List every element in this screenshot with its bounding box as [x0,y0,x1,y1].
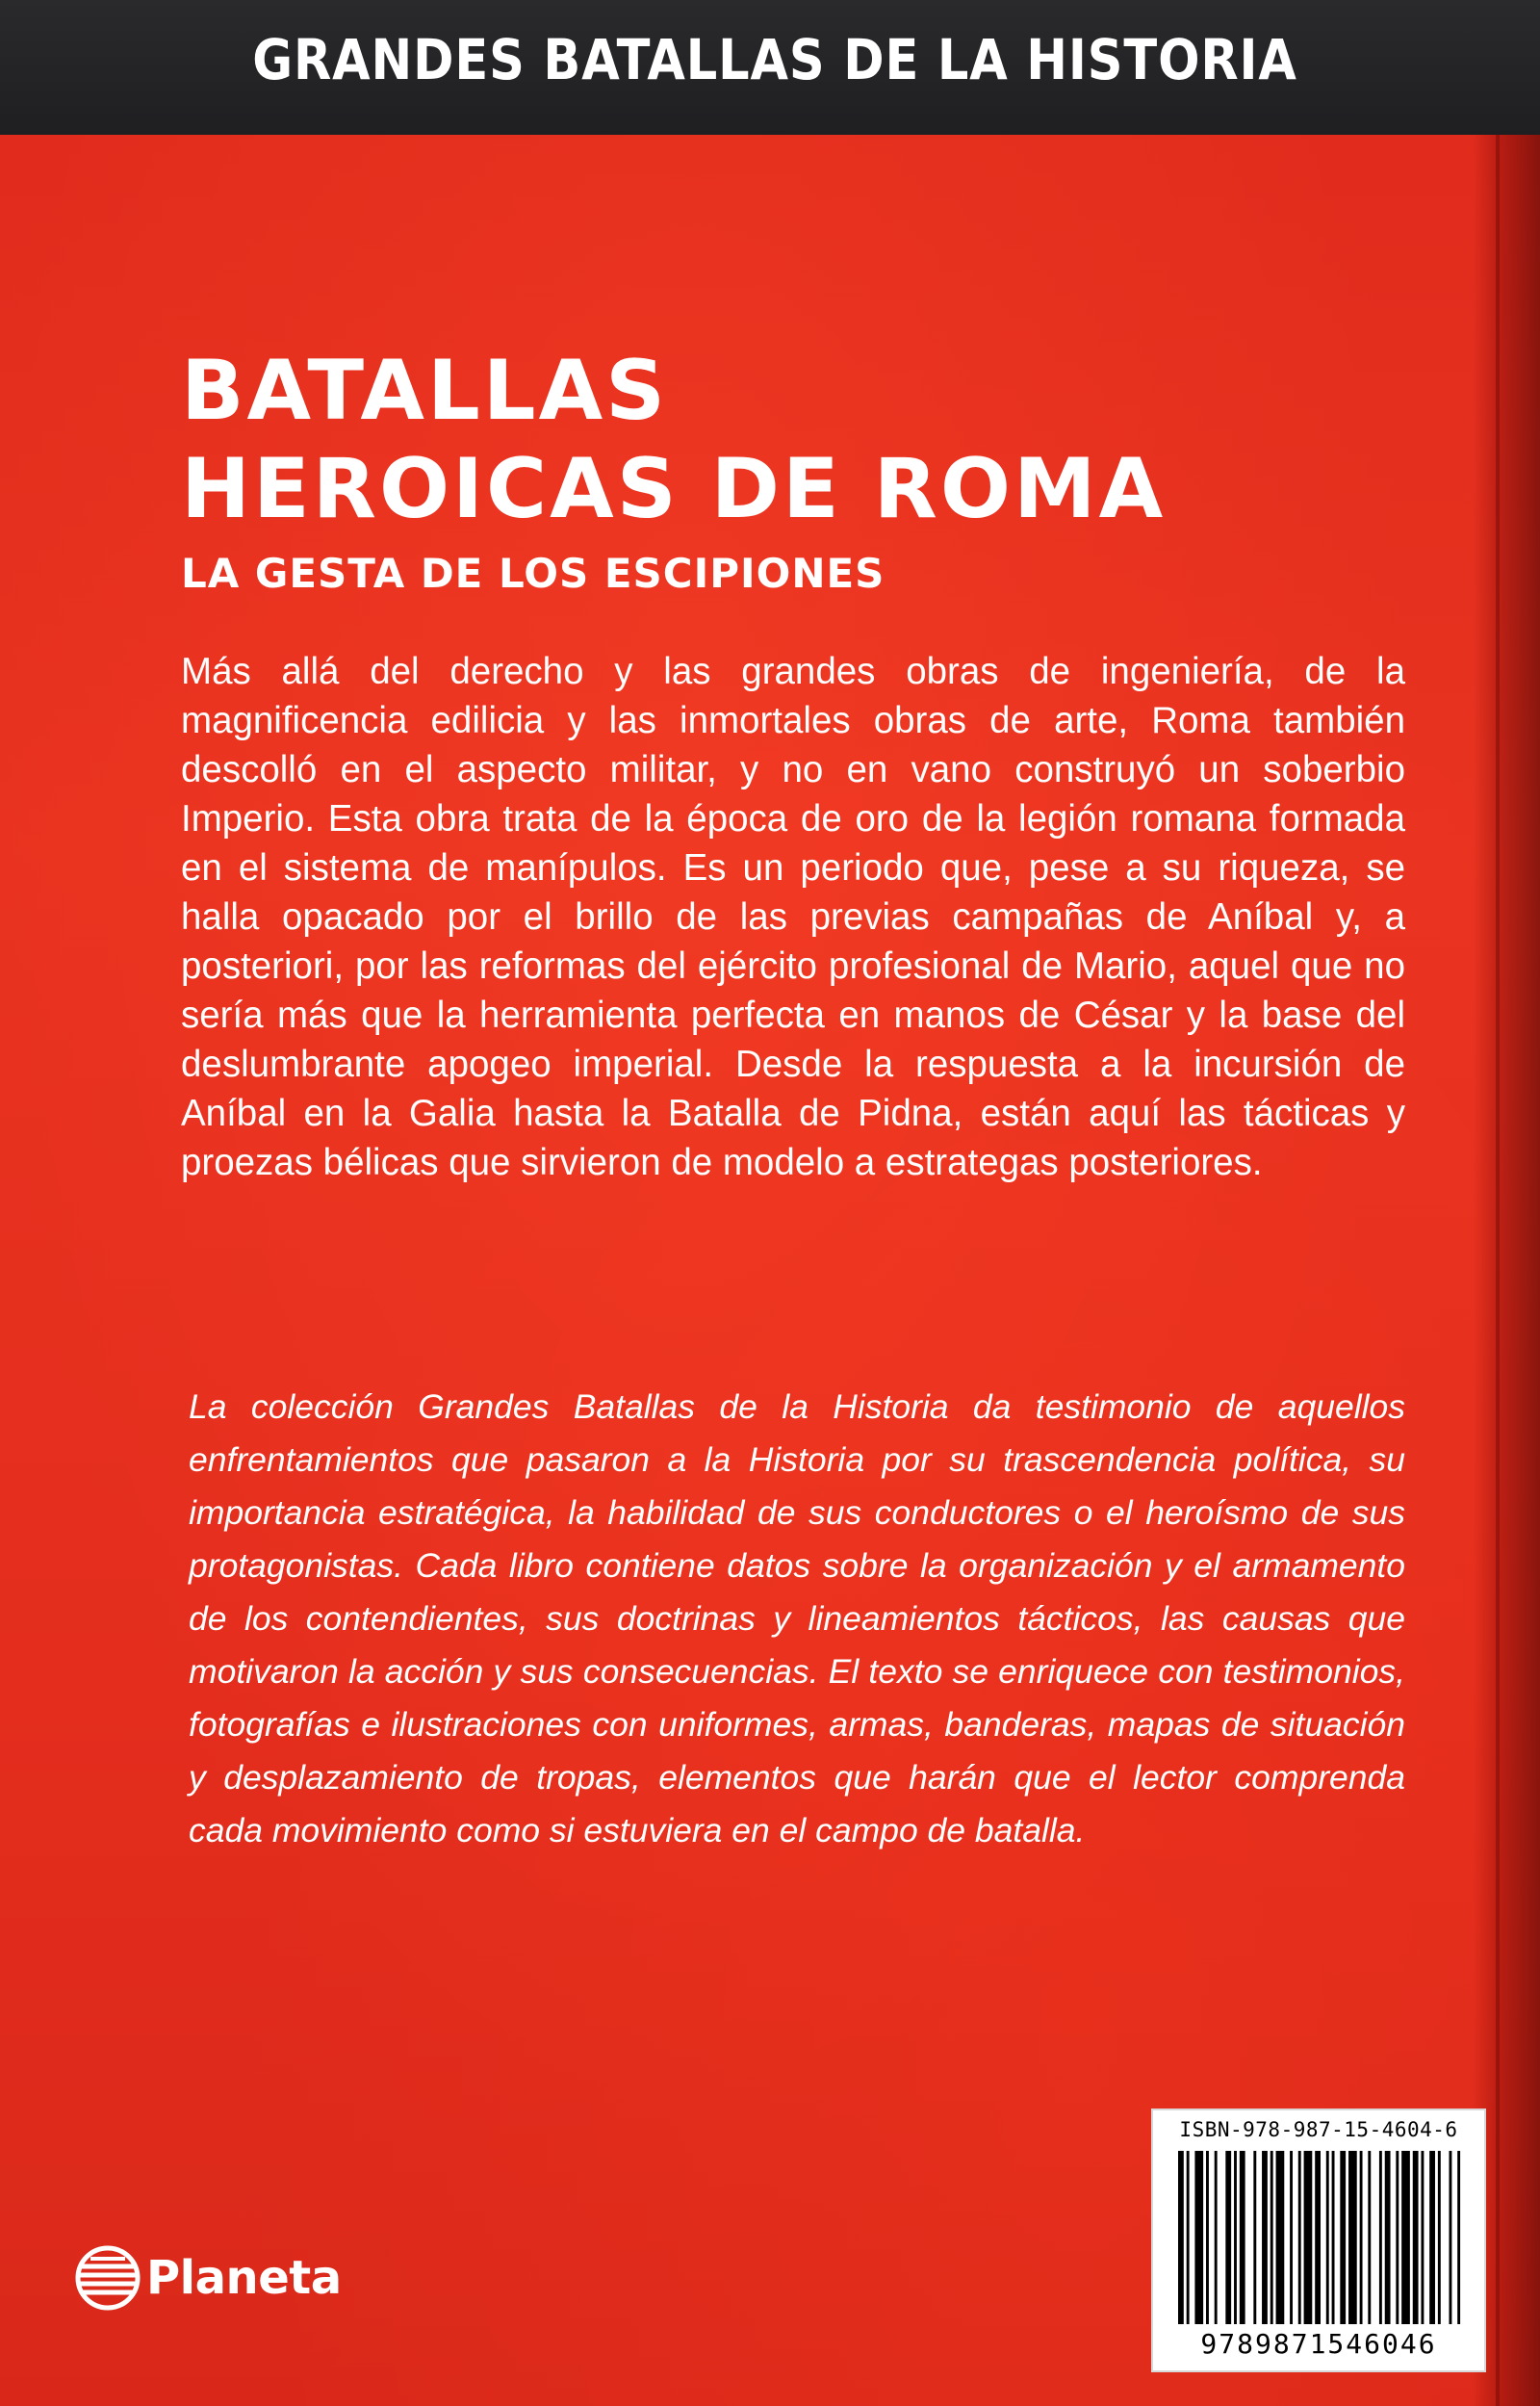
book-subtitle: LA GESTA DE LOS ESCIPIONES [181,550,886,597]
book-title-block [181,342,1166,597]
collection-description: La colección Grandes Batallas de la Historia da testimonio de aquellos enfrentamientos que pasaron a la Historia por su trascendencia política, su importancia estratégica, la habilidad de sus conductores o el heroísmo de sus protagonistas. Cada libro contiene datos sobre la organización y el armamento de los contendientes, sus doctrinas y lineamientos tácticos, las causas que motivaron la acción y sus consecuencias. El texto se enriquece con testimonios, fotografías e ilustraciones con uniformes, armas, banderas, mapas de situación y desplazamiento de tropas, elementos que harán que el lector comprenda cada movimiento como si estuviera en el campo de batalla. [189,1387,1405,1850]
planeta-globe-icon [73,2243,142,2313]
isbn-text: ISBN-978-987-15-4604-6 [1179,2118,1458,2141]
book-blurb: Más allá del derecho y las grandes obras de ingeniería, de la magnificencia edilicia y las inmortales obras de arte, Roma también descolló en el aspecto militar, y no en vano construyó un soberbio Imperio. Esta obra trata de la época de oro de la legión romana formada en el sistema de manípulos. Es un periodo que, pese a su riqueza, se halla opacado por el brillo de las previas campañas de Aníbal y, a posteriori, por las reformas del ejército profesional de Mario, aquel que no sería más que la herramienta perfecta en manos de César y la base del deslumbrante apogeo imperial. Desde la respuesta a la incursión de Aníbal en la Galia hasta la Batalla de Pidna, están aquí las tácticas y proezas bélicas que sirvieron de modelo a estrategas posteriores. [181,651,1405,1183]
spine-edge [1473,0,1540,2406]
barcode-digits: 9789871546046 [1200,2328,1437,2360]
book-title-line-1: BATALLAS [181,343,669,439]
spine-crease [1496,135,1500,2406]
publisher-name: Planeta [146,2251,342,2305]
series-title: GRANDES BATALLAS DE LA HISTORIA [252,27,1297,92]
series-band [0,0,1540,135]
book-title-line-2: HEROICAS DE ROMA [181,441,1167,537]
publisher-logo [73,2244,342,2312]
barcode-bars [1178,2151,1463,2324]
barcode-label [1151,2108,1486,2372]
